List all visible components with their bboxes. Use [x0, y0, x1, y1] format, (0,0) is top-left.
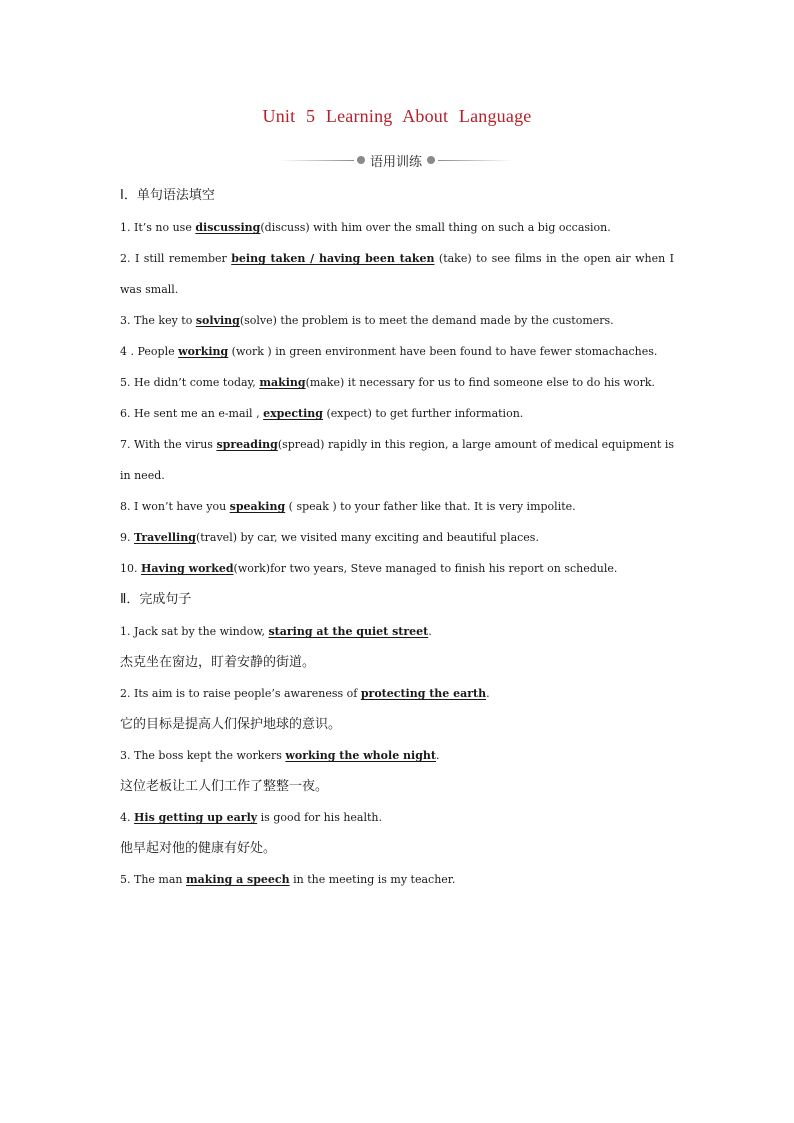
- item-text: 7. With the virus: [120, 438, 217, 451]
- exercise-item: [120, 864, 674, 895]
- exercise-item: [120, 305, 674, 336]
- item-text: (spread) rapidly in this region, a large amount of medical equipment is in need.: [120, 438, 674, 482]
- exercise-item: [120, 429, 674, 491]
- subtitle: 语用训练: [370, 154, 423, 170]
- dot-icon: [427, 156, 435, 164]
- item-text: 1. Jack sat by the window,: [120, 625, 269, 638]
- exercise-item: [120, 522, 674, 553]
- chinese-translation: 这位老板让工人们工作了整整一夜。: [120, 779, 329, 794]
- item-text: ( speak ) to your father like that. It is very impolite.: [285, 500, 576, 513]
- section-heading-complete-sentences: Ⅱ．完成句子: [120, 592, 192, 607]
- section-heading-grammar-fill: Ⅰ．单句语法填空: [120, 188, 215, 203]
- answer: spreading: [216, 438, 278, 451]
- exercise-item: [120, 212, 674, 243]
- divider-right: [438, 160, 512, 161]
- item-text: 9.: [120, 531, 134, 544]
- exercise-item: [120, 802, 674, 833]
- item-text: 6. He sent me an e-mail ,: [120, 407, 264, 420]
- item-text: (work ) in green environment have been found to have fewer stomachaches.: [228, 345, 658, 358]
- item-text: (work)for two years, Steve managed to finish his report on schedule.: [233, 562, 618, 575]
- answer: working the whole night: [285, 749, 436, 762]
- answer: expecting: [263, 407, 323, 420]
- answer: His getting up early: [134, 811, 258, 824]
- exercise-item: [120, 616, 674, 647]
- answer: solving: [195, 314, 240, 327]
- exercise-item: [120, 398, 674, 429]
- item-text: 2. I still remember: [120, 252, 232, 265]
- item-text: (make) it necessary for us to find someone else to do his work.: [305, 376, 656, 389]
- answer: discussing: [195, 221, 261, 234]
- answer: staring at the quiet street: [268, 625, 429, 638]
- answer: speaking: [229, 500, 286, 513]
- exercise-item: [120, 336, 674, 367]
- item-text: (take) to see films in the open air when I was small.: [120, 252, 674, 296]
- item-text: 8. I won’t have you: [120, 500, 230, 513]
- item-text: 2. Its aim is to raise people’s awareness of: [120, 687, 361, 700]
- page-title: Unit 5 Learning About Language: [262, 106, 532, 126]
- chinese-translation: 杰克坐在窗边，盯着安静的街道。: [120, 655, 316, 670]
- exercise-item: [120, 740, 674, 771]
- item-text: 4 . People: [120, 345, 179, 358]
- exercise-item: [120, 553, 674, 584]
- item-text: 4.: [120, 811, 134, 824]
- item-text: .: [435, 749, 440, 762]
- exercise-item: [120, 678, 674, 709]
- exercise-item: [120, 367, 674, 398]
- content: [120, 184, 674, 895]
- item-text: is good for his health.: [257, 811, 383, 824]
- item-text: (expect) to get further information.: [322, 407, 524, 420]
- item-text: .: [486, 687, 490, 700]
- dot-icon: [357, 156, 365, 164]
- item-text: 3. The boss kept the workers: [120, 749, 286, 762]
- item-text: 5. The man: [120, 873, 186, 886]
- divider-left: [280, 160, 354, 161]
- exercise-item: [120, 243, 674, 305]
- chinese-translation: 他早起对他的健康有好处。: [120, 841, 277, 856]
- answer: making a speech: [186, 873, 290, 886]
- item-text: 1. It’s no use: [120, 221, 196, 234]
- answer: making: [259, 376, 306, 389]
- answer: working: [178, 345, 229, 358]
- chinese-translation: 它的目标是提高人们保护地球的意识。: [120, 717, 342, 732]
- item-text: (solve) the problem is to meet the demand made by the customers.: [239, 314, 614, 327]
- subtitle-banner: [280, 150, 512, 170]
- item-text: 10.: [120, 562, 141, 575]
- answer: protecting the earth: [360, 687, 487, 700]
- item-text: 5. He didn’t come today,: [120, 376, 260, 389]
- item-text: 3. The key to: [120, 314, 196, 327]
- item-text: .: [428, 625, 432, 638]
- item-text: (travel) by car, we visited many exciting and beautiful places.: [195, 531, 539, 544]
- answer: being taken / having been taken: [231, 252, 435, 265]
- item-text: in the meeting is my teacher.: [289, 873, 456, 886]
- exercise-item: [120, 491, 674, 522]
- answer: Travelling: [134, 531, 196, 544]
- answer: Having worked: [141, 562, 234, 575]
- item-text: (discuss) with him over the small thing on such a big occasion.: [260, 221, 611, 234]
